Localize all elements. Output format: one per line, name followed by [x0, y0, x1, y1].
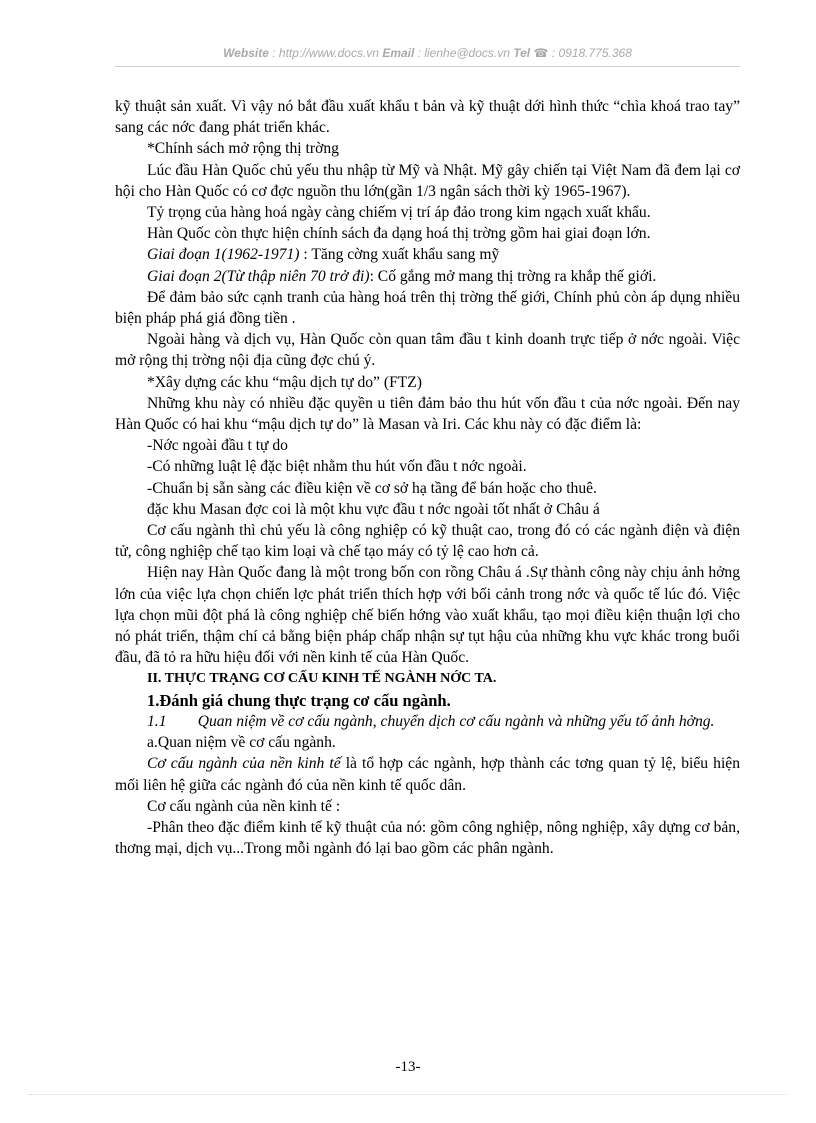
paragraph: Tỷ trọng của hàng hoá ngày càng chiếm vị trí áp đảo trong kim ngạch xuất khẩu. [147, 204, 651, 222]
bottom-divider [28, 1094, 788, 1095]
paragraph [115, 753, 740, 795]
paragraph: Hiện nay Hàn Quốc đang là một trong bốn con rồng Châu á .Sự thành công này chịu ảnh hởng lớn của việc lựa chọn chiến lợc phát triển thích hợp với bối cảnh trong nớc và quốc tế lúc đó. Việc lựa chọn mũi đột phá là công nghiệp chế biến hớng vào xuất khẩu, tạo mọi điều kiện thuận lợi cho nó phát triển, thậm chí cả bằng biện pháp chấp nhận sự tụt hậu của những khu vực khác trong buổi đầu, đã tỏ ra hữu hiệu đối với nền kinh tế của Hàn Quốc. [115, 564, 740, 667]
tel-label: Tel [513, 46, 531, 60]
paragraph: *Xây dựng các khu “mậu dịch tự do” (FTZ) [147, 373, 422, 391]
list-item: -Có những luật lệ đặc biệt nhằm thu hút vốn đầu t nớc ngoài. [147, 458, 527, 476]
paragraph: Những khu này có nhiều đặc quyền u tiên đảm bảo thu hút vốn đầu t của nớc ngoài. Đến nay Hàn Quốc có hai khu “mậu dịch tự do” là Masan và Iri. Các khu này có đặc điểm là: [115, 394, 740, 434]
paragraph: -Phân theo đặc điểm kinh tế kỹ thuật của nó: gồm công nghiệp, nông nghiệp, xây dựng cơ bản, thơng mại, dịch vụ...Trong mỗi ngành đó lại bao gồm các phân ngành. [115, 818, 740, 858]
subsubsection-number: 1.1 [147, 712, 167, 730]
paragraph: Để đảm bảo sức cạnh tranh của hàng hoá trên thị trờng thế giới, Chính phủ còn áp dụng nhiều biện pháp phá giá đồng tiền . [115, 288, 740, 328]
phase-label: Giai đoạn 2(Từ thập niên 70 trở đi) [147, 267, 370, 285]
phase-label: Giai đoạn 1(1962-1971) [147, 246, 300, 264]
page-header [115, 46, 740, 66]
paragraph: Cơ cấu ngành thì chủ yếu là công nghiệp có kỹ thuật cao, trong đó có các ngành điện và điện tử, công nghiệp chế tạo kim loại và chế tạo máy có tỷ lệ cao hơn cả. [115, 522, 740, 561]
header-divider [115, 66, 740, 67]
email-label: Email [382, 46, 415, 60]
paragraph: Ngoài hàng và dịch vụ, Hàn Quốc còn quan tâm đầu t kinh doanh trực tiếp ở nớc ngoài. Việc mở rộng thị trờng nội địa cũng đợc chú ý. [115, 331, 740, 370]
phase-text: : Tăng cờng xuất khẩu sang mỹ [303, 246, 500, 264]
paragraph: *Chính sách mở rộng thị trờng [147, 140, 339, 158]
email-value[interactable]: : lienhe@docs.vn [417, 46, 510, 60]
tel-value: : 0918.775.368 [551, 46, 632, 60]
paragraph: Hàn Quốc còn thực hiện chính sách đa dạng hoá thị trờng gồm hai giai đoạn lớn. [147, 225, 651, 243]
paragraph: Cơ cấu ngành của nền kinh tế : [147, 797, 341, 815]
paragraph: đặc khu Masan đợc coi là một khu vực đầu t nớc ngoài tốt nhất ở Châu á [147, 500, 600, 518]
page-number: -13- [395, 1059, 421, 1075]
document-body [115, 96, 740, 859]
list-item: -Chuẩn bị sẵn sàng các điều kiện về cơ sở hạ tầng để bán hoặc cho thuê. [147, 479, 597, 497]
term-definition: là tổ hợp các ngành, hợp thành các tơng quan tỷ lệ, biểu hiện mối liên hệ giữa các ngành đó của nền kinh tế quốc dân. [115, 755, 740, 794]
website-value[interactable]: : http://www.docs.vn [272, 46, 379, 60]
website-label: Website [223, 46, 269, 60]
paragraph: a.Quan niệm về cơ cấu ngành. [147, 734, 336, 752]
subsubsection-heading [115, 711, 740, 732]
paragraph: kỹ thuật sản xuất. Vì vậy nó bắt đầu xuất khẩu t bản và kỹ thuật dới hình thức “chìa khoá trao tay” sang các nớc đang phát triển khác. [115, 98, 740, 137]
term-label: Cơ cấu ngành của nền kinh tế [147, 755, 341, 773]
section-heading: II. THỰC TRẠNG CƠ CẤU KINH TẾ NGÀNH NỚC TA. [147, 671, 497, 687]
paragraph [115, 244, 740, 265]
paragraph [115, 266, 740, 287]
subsubsection-title: Quan niệm về cơ cấu ngành, chuyển dịch cơ cấu ngành và những yếu tố ảnh hởng. [197, 712, 715, 730]
phase-text: : Cố gắng mở mang thị trờng ra khắp thế giới. [369, 267, 657, 285]
list-item: -Nớc ngoài đầu t tự do [147, 437, 288, 455]
paragraph: Lúc đầu Hàn Quốc chủ yếu thu nhập từ Mỹ và Nhật. Mỹ gây chiến tại Việt Nam đã đem lại cơ hội cho Hàn Quốc có cơ đợc nguồn thu lớn(gần 1/3 ngân sách thời kỳ 1965-1967). [115, 161, 740, 200]
phone-icon: ☎ [533, 46, 549, 60]
subsection-heading: 1.Đánh giá chung thực trạng cơ cấu ngành. [147, 690, 451, 710]
